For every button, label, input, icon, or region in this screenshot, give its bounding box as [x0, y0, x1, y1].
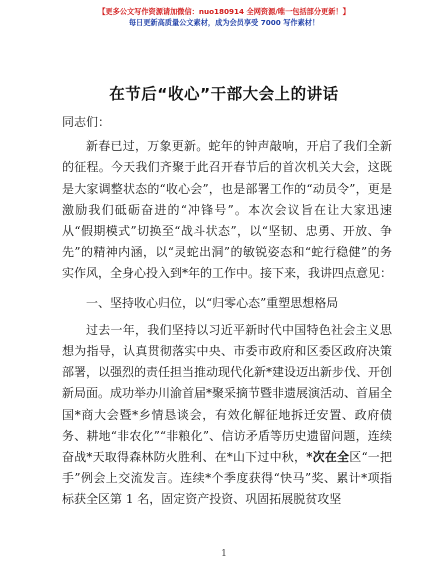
banner-wechat-line: 【更多公文写作资源请加微信：nuo180914 全网资源/唯一包括部分更新！】 [98, 7, 350, 16]
page-number: 1 [221, 549, 227, 559]
document-title: 在节后“收心”干部大会上的讲话 [109, 85, 339, 103]
salutation: 同志们： [62, 115, 111, 129]
paragraph-bold-text: *次在全 [306, 450, 350, 465]
banner-membership-line: 每日更新高质量公文素材，成为会员享受 7000 写作素材！ [128, 18, 320, 27]
paragraph-text-continued: 区“一把手”例会上交流发言。连续*个季度获得“快马”奖、累计*项指标获全区第 1 名，固定资产投资、巩固拓展脱贫攻坚 [62, 450, 392, 507]
body-paragraph: 新春已过，万象更新。蛇年的钟声敲响，开启了我们全新的征程。今天我们齐聚于此召开春节后的首次机关大会，这既是大家调整状态的“收心会”，也是部署工作的“动员令”，更是激励我们砥砺奋进的“冲锋号”。本次会议旨在让大家迅速从“假期模式”切换至“战斗状态”，以“坚韧、忠勇、开放、争先”的精神内涵，以“灵蛇出洞”的敏锐姿态和“蛇行稳健”的务实作风，全身心投入到*年的工作中。接下来，我讲四点意见： [62, 139, 393, 281]
document-body [62, 112, 392, 511]
body-paragraph-section-one [62, 320, 392, 511]
paragraph-text: 过去一年，我们坚持以习近平新时代中国特色社会主义思想为指导，认真贯彻落实中央、市委市政府和区委区政府决策部署，以强烈的责任担当推动现代化新*建设迈出新步伐、开创新局面。成功举办川渝首届*聚采摘节暨非遗展演活动、首届全国*商大会暨*乡情恳谈会，有效化解征地拆迁安置、政府债务、耕地“非农化”“非粮化”、信访矛盾等历史遗留问题，连续奋战*天取得森林防火胜利、在*山下过中秋， [62, 322, 393, 465]
promo-banner [0, 6, 448, 28]
section-heading: 一、坚持收心归位，以“归零心态”重塑思想格局 [86, 295, 339, 310]
